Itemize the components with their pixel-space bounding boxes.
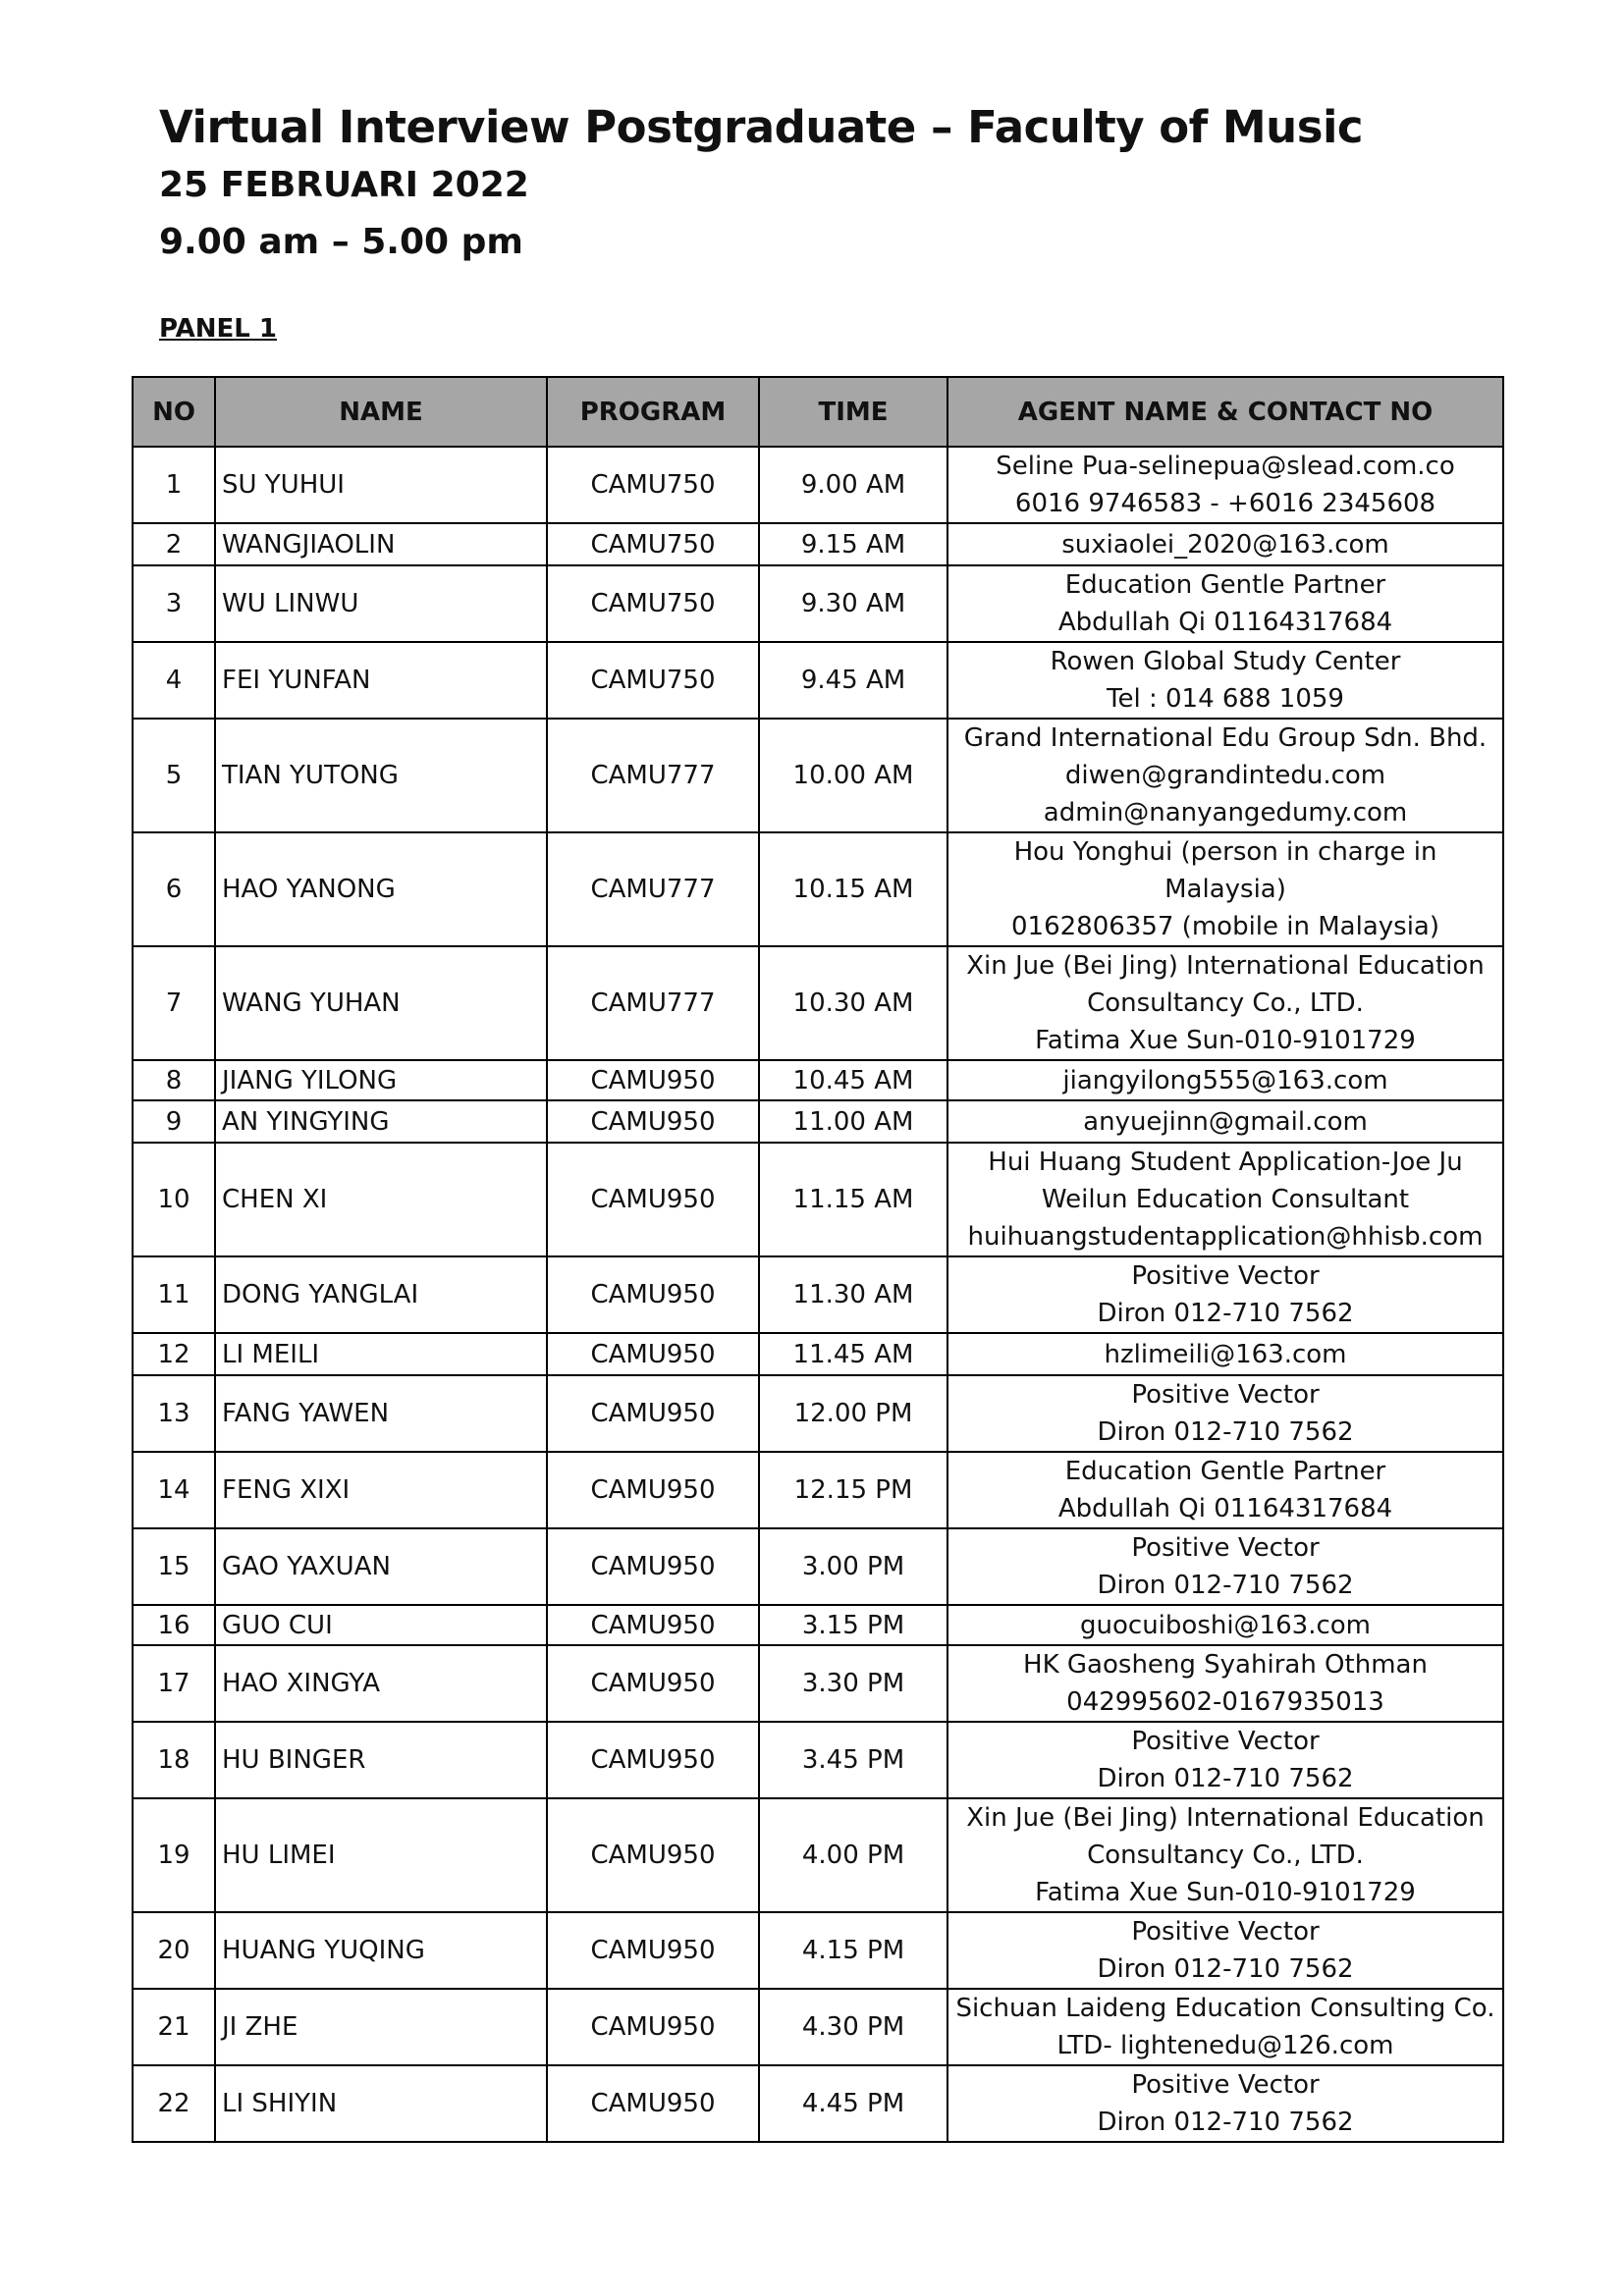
cell-program: CAMU950 — [547, 1452, 759, 1528]
column-header-no: NO — [133, 377, 215, 447]
cell-no: 21 — [133, 1989, 215, 2065]
cell-name: LI MEILI — [215, 1333, 547, 1375]
table-row — [133, 1645, 1503, 1722]
cell-agent-contact: hzlimeili@163.com — [947, 1333, 1503, 1375]
cell-program: CAMU950 — [547, 1060, 759, 1100]
cell-no: 2 — [133, 523, 215, 565]
cell-time: 10.15 AM — [759, 832, 947, 946]
cell-time: 4.30 PM — [759, 1989, 947, 2065]
cell-no: 19 — [133, 1798, 215, 1912]
cell-agent-contact: Hui Huang Student Application-Joe Ju Weilun Education Consultant huihuangstudentapplication@hhisb.com — [947, 1143, 1503, 1256]
table-row — [133, 1333, 1503, 1375]
cell-time: 10.45 AM — [759, 1060, 947, 1100]
cell-no: 22 — [133, 2065, 215, 2142]
cell-agent-contact: Sichuan Laideng Education Consulting Co. LTD- lightenedu@126.com — [947, 1989, 1503, 2065]
column-header-agent: AGENT NAME & CONTACT NO — [947, 377, 1503, 447]
cell-agent-contact: Positive Vector Diron 012-710 7562 — [947, 1722, 1503, 1798]
cell-time: 4.45 PM — [759, 2065, 947, 2142]
cell-no: 14 — [133, 1452, 215, 1528]
cell-program: CAMU950 — [547, 1333, 759, 1375]
cell-no: 5 — [133, 719, 215, 832]
cell-agent-contact: Positive Vector Diron 012-710 7562 — [947, 1528, 1503, 1605]
cell-program: CAMU950 — [547, 1256, 759, 1333]
cell-program: CAMU950 — [547, 1912, 759, 1989]
table-row — [133, 1143, 1503, 1256]
cell-time: 11.45 AM — [759, 1333, 947, 1375]
cell-agent-contact: Positive Vector Diron 012-710 7562 — [947, 1256, 1503, 1333]
column-header-name: NAME — [215, 377, 547, 447]
cell-time: 9.30 AM — [759, 565, 947, 642]
cell-name: HU LIMEI — [215, 1798, 547, 1912]
cell-program: CAMU950 — [547, 1645, 759, 1722]
cell-no: 13 — [133, 1375, 215, 1452]
cell-name: GUO CUI — [215, 1605, 547, 1645]
cell-name: HU BINGER — [215, 1722, 547, 1798]
table-row — [133, 832, 1503, 946]
cell-name: TIAN YUTONG — [215, 719, 547, 832]
cell-program: CAMU950 — [547, 1605, 759, 1645]
cell-name: CHEN XI — [215, 1143, 547, 1256]
cell-agent-contact: suxiaolei_2020@163.com — [947, 523, 1503, 565]
cell-time: 3.15 PM — [759, 1605, 947, 1645]
cell-agent-contact: HK Gaosheng Syahirah Othman 042995602-0167935013 — [947, 1645, 1503, 1722]
table-row — [133, 946, 1503, 1060]
cell-agent-contact: Grand International Edu Group Sdn. Bhd. diwen@grandintedu.com admin@nanyangedumy.com — [947, 719, 1503, 832]
cell-agent-contact: Hou Yonghui (person in charge in Malaysia) 0162806357 (mobile in Malaysia) — [947, 832, 1503, 946]
cell-name: FENG XIXI — [215, 1452, 547, 1528]
cell-time: 10.30 AM — [759, 946, 947, 1060]
cell-program: CAMU950 — [547, 1375, 759, 1452]
cell-program: CAMU950 — [547, 1798, 759, 1912]
cell-no: 9 — [133, 1100, 215, 1143]
cell-agent-contact: anyuejinn@gmail.com — [947, 1100, 1503, 1143]
cell-agent-contact: Rowen Global Study Center Tel : 014 688 1059 — [947, 642, 1503, 719]
cell-program: CAMU950 — [547, 1143, 759, 1256]
cell-name: JI ZHE — [215, 1989, 547, 2065]
interview-time-range: 9.00 am – 5.00 pm — [159, 222, 523, 262]
cell-agent-contact: Education Gentle Partner Abdullah Qi 01164317684 — [947, 1452, 1503, 1528]
cell-program: CAMU950 — [547, 2065, 759, 2142]
cell-time: 11.00 AM — [759, 1100, 947, 1143]
column-header-program: PROGRAM — [547, 377, 759, 447]
cell-agent-contact: Education Gentle Partner Abdullah Qi 01164317684 — [947, 565, 1503, 642]
table-row — [133, 1256, 1503, 1333]
table-row — [133, 1912, 1503, 1989]
cell-time: 9.00 AM — [759, 447, 947, 523]
cell-name: HUANG YUQING — [215, 1912, 547, 1989]
cell-no: 20 — [133, 1912, 215, 1989]
cell-no: 1 — [133, 447, 215, 523]
cell-agent-contact: Seline Pua-selinepua@slead.com.co 6016 9746583 - +6016 2345608 — [947, 447, 1503, 523]
table-row — [133, 523, 1503, 565]
table-row — [133, 1722, 1503, 1798]
cell-agent-contact: Xin Jue (Bei Jing) International Education Consultancy Co., LTD. Fatima Xue Sun-010-9101729 — [947, 946, 1503, 1060]
cell-no: 18 — [133, 1722, 215, 1798]
cell-no: 16 — [133, 1605, 215, 1645]
cell-time: 12.00 PM — [759, 1375, 947, 1452]
cell-time: 3.45 PM — [759, 1722, 947, 1798]
table-row — [133, 1060, 1503, 1100]
table-row — [133, 1100, 1503, 1143]
cell-program: CAMU750 — [547, 523, 759, 565]
table-row — [133, 1605, 1503, 1645]
cell-agent-contact: Positive Vector Diron 012-710 7562 — [947, 1912, 1503, 1989]
cell-no: 11 — [133, 1256, 215, 1333]
cell-name: WANGJIAOLIN — [215, 523, 547, 565]
table-header-row — [133, 377, 1503, 447]
cell-name: SU YUHUI — [215, 447, 547, 523]
table-row — [133, 565, 1503, 642]
cell-name: LI SHIYIN — [215, 2065, 547, 2142]
cell-program: CAMU950 — [547, 1100, 759, 1143]
cell-no: 17 — [133, 1645, 215, 1722]
cell-program: CAMU777 — [547, 832, 759, 946]
panel-label: PANEL 1 — [159, 314, 278, 344]
cell-no: 4 — [133, 642, 215, 719]
cell-time: 3.00 PM — [759, 1528, 947, 1605]
document-heading — [159, 98, 1363, 271]
table-row — [133, 1528, 1503, 1605]
cell-name: WANG YUHAN — [215, 946, 547, 1060]
cell-program: CAMU750 — [547, 447, 759, 523]
table-row — [133, 447, 1503, 523]
column-header-time: TIME — [759, 377, 947, 447]
cell-name: WU LINWU — [215, 565, 547, 642]
cell-program: CAMU777 — [547, 946, 759, 1060]
cell-name: DONG YANGLAI — [215, 1256, 547, 1333]
cell-program: CAMU950 — [547, 1722, 759, 1798]
cell-program: CAMU950 — [547, 1989, 759, 2065]
cell-time: 9.45 AM — [759, 642, 947, 719]
interview-date: 25 FEBRUARI 2022 — [159, 165, 529, 205]
table-row — [133, 1989, 1503, 2065]
cell-name: FEI YUNFAN — [215, 642, 547, 719]
cell-time: 3.30 PM — [759, 1645, 947, 1722]
cell-program: CAMU750 — [547, 565, 759, 642]
table-row — [133, 2065, 1503, 2142]
table-row — [133, 1798, 1503, 1912]
table-row — [133, 1452, 1503, 1528]
cell-agent-contact: Positive Vector Diron 012-710 7562 — [947, 2065, 1503, 2142]
cell-time: 11.15 AM — [759, 1143, 947, 1256]
cell-agent-contact: guocuiboshi@163.com — [947, 1605, 1503, 1645]
table-body — [133, 447, 1503, 2142]
table-row — [133, 719, 1503, 832]
cell-no: 3 — [133, 565, 215, 642]
cell-name: FANG YAWEN — [215, 1375, 547, 1452]
cell-agent-contact: Positive Vector Diron 012-710 7562 — [947, 1375, 1503, 1452]
cell-agent-contact: jiangyilong555@163.com — [947, 1060, 1503, 1100]
cell-time: 10.00 AM — [759, 719, 947, 832]
cell-no: 8 — [133, 1060, 215, 1100]
cell-no: 12 — [133, 1333, 215, 1375]
cell-program: CAMU777 — [547, 719, 759, 832]
cell-program: CAMU950 — [547, 1528, 759, 1605]
interview-schedule-table — [132, 376, 1504, 2143]
cell-agent-contact: Xin Jue (Bei Jing) International Education Consultancy Co., LTD. Fatima Xue Sun-010-9101729 — [947, 1798, 1503, 1912]
cell-time: 4.15 PM — [759, 1912, 947, 1989]
cell-name: JIANG YILONG — [215, 1060, 547, 1100]
cell-no: 6 — [133, 832, 215, 946]
table-row — [133, 642, 1503, 719]
cell-program: CAMU750 — [547, 642, 759, 719]
cell-name: AN YINGYING — [215, 1100, 547, 1143]
cell-no: 15 — [133, 1528, 215, 1605]
cell-no: 10 — [133, 1143, 215, 1256]
cell-name: HAO XINGYA — [215, 1645, 547, 1722]
cell-name: HAO YANONG — [215, 832, 547, 946]
cell-time: 11.30 AM — [759, 1256, 947, 1333]
cell-no: 7 — [133, 946, 215, 1060]
cell-name: GAO YAXUAN — [215, 1528, 547, 1605]
cell-time: 9.15 AM — [759, 523, 947, 565]
cell-time: 12.15 PM — [759, 1452, 947, 1528]
table-row — [133, 1375, 1503, 1452]
cell-time: 4.00 PM — [759, 1798, 947, 1912]
page-title: Virtual Interview Postgraduate – Faculty of Music — [159, 101, 1364, 153]
